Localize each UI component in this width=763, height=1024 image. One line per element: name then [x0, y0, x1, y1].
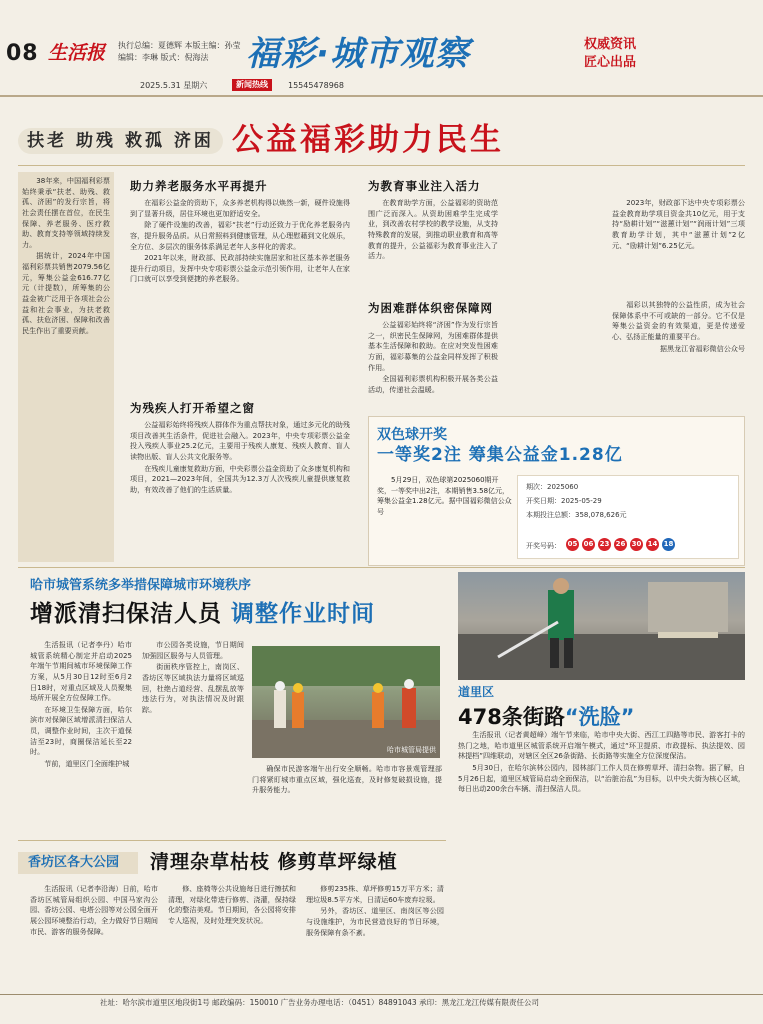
staff-line-1: 执行总编：夏德辉 本版主编：孙莹	[118, 41, 241, 50]
slogan-line-1: 权威资讯	[584, 37, 637, 52]
paragraph: 确保市民游客端午出行安全顺畅。哈市市容景观管理部门将紧盯城市重点区域，强化巡查，及时修复破损设施，提升服务能力。	[252, 764, 442, 795]
column-disabled	[130, 420, 350, 496]
paragraph: 2023年，财政部下达中央专项彩票公益金教育助学项目资金共10亿元，用于支持“励耕计划”“滋蕙计划”“润雨计划”三项教育助学计划，其中“滋蕙计划”2亿元、“励耕计划”6.25亿元。	[612, 198, 745, 250]
red-ball: 05	[566, 538, 579, 551]
lottery-title: 双色球开奖	[377, 427, 447, 443]
footer: 社址：哈尔滨市道里区地段街1号 邮政编码：150010 广告业务办理电话：（0451）84891043 承印：黑龙江龙江传媒有限责任公司	[100, 998, 540, 1007]
paragraph: 修剪235株、草坪修剪15万平方米；清理垃圾8.5平方米，日清运60车废弃垃圾。	[306, 884, 444, 904]
paragraph: 除了硬件设施的改善，福彩“扶老”行动还致力于优化养老服务内容，提升服务品质。从日常照料到健康管理，从心理慰藉到文化娱乐，全方位、多层次的服务体系满足老年人多样化的需求。	[130, 220, 350, 251]
paragraph: 福彩以其独特的公益性质，成为社会保障体系中不可或缺的一部分。它不仅是筹集公益资金的有效渠道，更是传递爱心、弘扬正能量的重要平台。	[612, 300, 745, 341]
xiangfang-headline: 清理杂草枯枝 修剪草坪绿植	[150, 851, 398, 873]
headline-part-b: 调整作业时间	[231, 601, 376, 627]
paragraph: 在福彩公益金的资助下，众多养老机构得以焕然一新，硬件设施得到了显著升级，居住环境也更加舒适安全。	[130, 198, 350, 218]
lottery-ticket	[517, 475, 739, 559]
lead-column	[22, 176, 110, 338]
column-elderly	[130, 198, 350, 286]
column-title: 福彩·城市观察	[246, 34, 470, 74]
article2-kicker: 哈市城管系统多举措保障城市环境秩序	[30, 578, 252, 593]
source-note: 据黑龙江省福彩微信公众号	[659, 343, 745, 353]
subhead-education: 为教育事业注入活力	[368, 179, 481, 193]
article2-column-1	[30, 640, 132, 771]
paragraph: 在残疾儿童康复救助方面，中央彩票公益金资助了众多康复机构和项目，2021—2023年间，全国共为12.3万人次残疾儿童提供康复救助，有效改善了他们的生活质量。	[130, 463, 350, 494]
daoli-kicker: 道里区	[458, 685, 495, 699]
section-divider	[18, 840, 446, 841]
red-ball: 14	[646, 538, 659, 551]
slogan-line-2: 匠心出品	[584, 54, 637, 70]
paragraph: 全国福利彩票机构积极开展各类公益活动，传递社会温暖。	[368, 374, 498, 394]
paragraph: 节前，道里区门全面维护城	[44, 759, 130, 769]
draw-date: 开奖日期：2025-05-29	[526, 497, 602, 505]
winning-numbers	[566, 538, 675, 552]
photo-illustration	[458, 572, 745, 680]
article2-headline	[30, 598, 375, 631]
paragraph: 生活报讯（记者黄超峰）端午节来临，哈市中央大街、西江工四路等市民、游客打卡的热门之地，哈市道里区城管系统开启端午模式，通过“环卫提质、市政提标、执法提效、园林提档”四维联动，对辖区全区26条街路、长街路等实施全方位深度保洁。	[458, 730, 745, 761]
staff-line-2: 编辑：李琳 版式：倪海法	[118, 53, 209, 62]
lottery-body: 5月29日，双色球第2025060期开奖，一等奖中出2注，本期销售3.58亿元，筹集公益金1.28亿元。据中国福彩微信公众号	[377, 476, 512, 516]
paragraph: 公益福彩始终将残疾人群体作为重点帮扶对象，通过多元化的助残项目改善其生活条件，促进社会融入。2023年，中央专项彩票公益金投入残疾人事业25.2亿元，主要用于残疾人康复、残疾人教育、盲人读物出版、盲人公共文化服务等。	[130, 420, 350, 461]
issue-date: 2025.5.31 星期六	[140, 81, 208, 90]
blue-ball: 18	[662, 538, 675, 551]
paragraph: 5月30日，在哈尔滨林公园内，园林部门工作人员在修剪草坪、清扫杂物。据了解，自5月26日起，道里区城管局启动全面保洁，以“治脏治乱”为目标，以中央大街为核心区域，每日出动200余台车辆、清扫保洁人员。	[458, 762, 745, 794]
masthead	[0, 0, 763, 100]
section-divider	[18, 567, 745, 568]
article1-divider	[18, 165, 745, 166]
daoli-headline	[458, 702, 634, 732]
subhead-poverty: 为困难群体织密保障网	[368, 301, 493, 315]
red-ball: 30	[630, 538, 643, 551]
column-conclusion	[612, 300, 745, 355]
balls-label: 开奖号码：	[526, 542, 561, 550]
photo-illustration	[252, 646, 440, 758]
workers-photo	[252, 646, 440, 758]
xiangfang-column-1	[30, 884, 158, 938]
lottery-box	[368, 416, 745, 566]
paragraph: 38年来，中国福利彩票始终秉承“扶老、助残、救孤、济困”的发行宗旨，将社会责任摆在首位，在民生保障、养老服务、医疗救助、教育支持等领域持续发力。	[22, 176, 110, 249]
paragraph: 在环境卫生保障方面，哈尔滨市对保障区域增派清扫保洁人员，调整作业时间，主次干道保洁至23时，商圈保洁延长至22时。	[30, 704, 132, 757]
paragraph: 在教育助学方面，公益福彩的资助范围广泛而深入。从资助困难学生完成学业，到改善农村学校的教学设施，从支持特殊教育的发展，到推动职业教育和高等教育的提升，公益福彩为教育事业注入了活力。	[368, 198, 498, 261]
column-poverty	[368, 320, 498, 396]
page-number: 08	[6, 41, 39, 66]
slogan	[584, 36, 656, 71]
masthead-divider	[0, 95, 763, 97]
hotline-label: 新闻热线	[232, 79, 272, 91]
photo-caption: 哈市城管局提供	[387, 745, 436, 754]
draw-period: 期次：2025060	[526, 483, 579, 491]
street-cleaning-photo	[458, 572, 745, 680]
paragraph: 生活报讯（记者李丹）哈市城管系统精心制定并启动2025年端午节期间城市环境保障工作方案，从5月30日12时至6月2日18时，对重点区域及人员聚集场所开展全方位保障工作。	[30, 640, 132, 703]
daoli-headline-a: 478条街路	[458, 705, 565, 729]
xiangfang-column-3	[306, 884, 444, 939]
red-ball: 23	[598, 538, 611, 551]
daoli-body	[458, 730, 745, 796]
paper-name: 生活报	[48, 42, 106, 64]
lottery-headline: 一等奖2注 筹集公益金1.28亿	[377, 445, 623, 465]
article2-column-2	[142, 640, 244, 716]
xiangfang-kicker: 香坊区各大公园	[18, 852, 138, 874]
date-row	[140, 80, 740, 93]
draw-sales: 本期投注总额：358,078,626元	[526, 511, 627, 519]
column-education	[368, 198, 498, 263]
subhead-elderly: 助力养老服务水平再提升	[130, 179, 268, 193]
subhead-disabled: 为残疾人打开希望之窗	[130, 401, 255, 415]
paragraph: 据统计，2024年中国福利彩票共销售2079.56亿元，筹集公益金616.77亿元（计提数），所筹集的公益金被广泛用于各项社会公益和社会事业，为扶老救孤、扶危济困、保障和改善民生作出了重要贡献。	[22, 251, 110, 335]
paragraph: 街面秩序管控上，南岗区、香坊区等区域执法力量将区域巡回，杜绝占道经营、乱摆乱放等违法行为，对执法情况及时跟踪。	[142, 662, 244, 714]
paragraph: 另外，香坊区、道里区、南岗区等公园与设施维护，为市民营造良好的节日环境，服务保障有条不紊。	[306, 906, 444, 937]
paragraph: 修、座椅等公共设施每日进行擦拭和清理，对绿化带进行修剪、浇灌，保持绿化的整洁美观。节日期间，各公园将安排专人巡视，及时处理突发状况。	[168, 884, 296, 925]
article1-headline: 公益福彩助力民生	[232, 122, 504, 158]
red-ball: 26	[614, 538, 627, 551]
column-education-cont	[612, 198, 745, 252]
article2-column-3	[252, 764, 442, 797]
headline-part-a: 增派清扫保洁人员	[30, 601, 222, 627]
hotline-number: 15545478968	[288, 81, 344, 90]
red-ball: 06	[582, 538, 595, 551]
footer-divider	[0, 994, 763, 995]
paragraph: 公益福彩始终将“济困”作为发行宗旨之一，织密民生保障网，为困难群体提供基本生活保障和救助。在应对突发性困难方面，福彩募集的公益金同样发挥了积极作用。	[368, 320, 498, 372]
article1-tagline: 扶老 助残 救孤 济困	[18, 128, 223, 154]
daoli-headline-b: “洗脸”	[564, 705, 635, 729]
paragraph: 生活报讯（记者李沿海）日前，哈市香坊区城管局组织公园、中国马家沟公园、香坊公园、电塔公园等对公园全面开展公园环境整治行动，全力做好节日期间市民、游客的服务保障。	[30, 884, 158, 936]
xiangfang-column-2	[168, 884, 296, 928]
paragraph: 2021年以来，财政部、民政部持续实施居家和社区基本养老服务提升行动项目，发挥中央专项彩票公益金示范引领作用，让老年人在家门口就可以享受到便捷的养老服务。	[130, 253, 350, 284]
paragraph: 市公园各类设施，节日期间加强园区服务与人员管理。	[142, 640, 244, 660]
